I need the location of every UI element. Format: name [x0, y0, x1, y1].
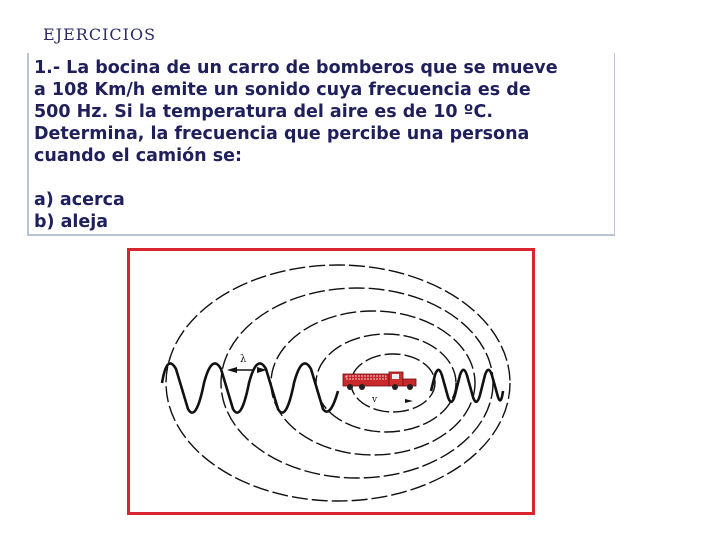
page-title: EJERCICIOS: [43, 25, 157, 44]
velocity-symbol: v: [372, 395, 378, 405]
wavelength-symbol: λ: [240, 354, 247, 365]
problem-line: 1.- La bocina de un carro de bomberos que se mueve: [34, 58, 558, 78]
problem-line: cuando el camión se:: [34, 146, 242, 166]
problem-line: 500 Hz. Si la temperatura del aire es de 10 ºC.: [34, 102, 494, 122]
long-wave-behind: [162, 363, 338, 412]
problem-statement: [27, 53, 615, 236]
spacer: [34, 167, 614, 189]
arrow-head-left: [227, 367, 237, 373]
doppler-diagram: [130, 251, 532, 512]
option-a: a) acerca: [34, 190, 125, 210]
option-b: b) aleja: [34, 212, 109, 232]
doppler-figure: [127, 248, 535, 515]
problem-line: a 108 Km/h emite un sonido cuya frecuencia es de: [34, 80, 531, 100]
velocity-arrow: [405, 399, 413, 403]
problem-line: Determina, la frecuencia que percibe una persona: [34, 124, 530, 144]
fire-truck: [343, 372, 416, 390]
